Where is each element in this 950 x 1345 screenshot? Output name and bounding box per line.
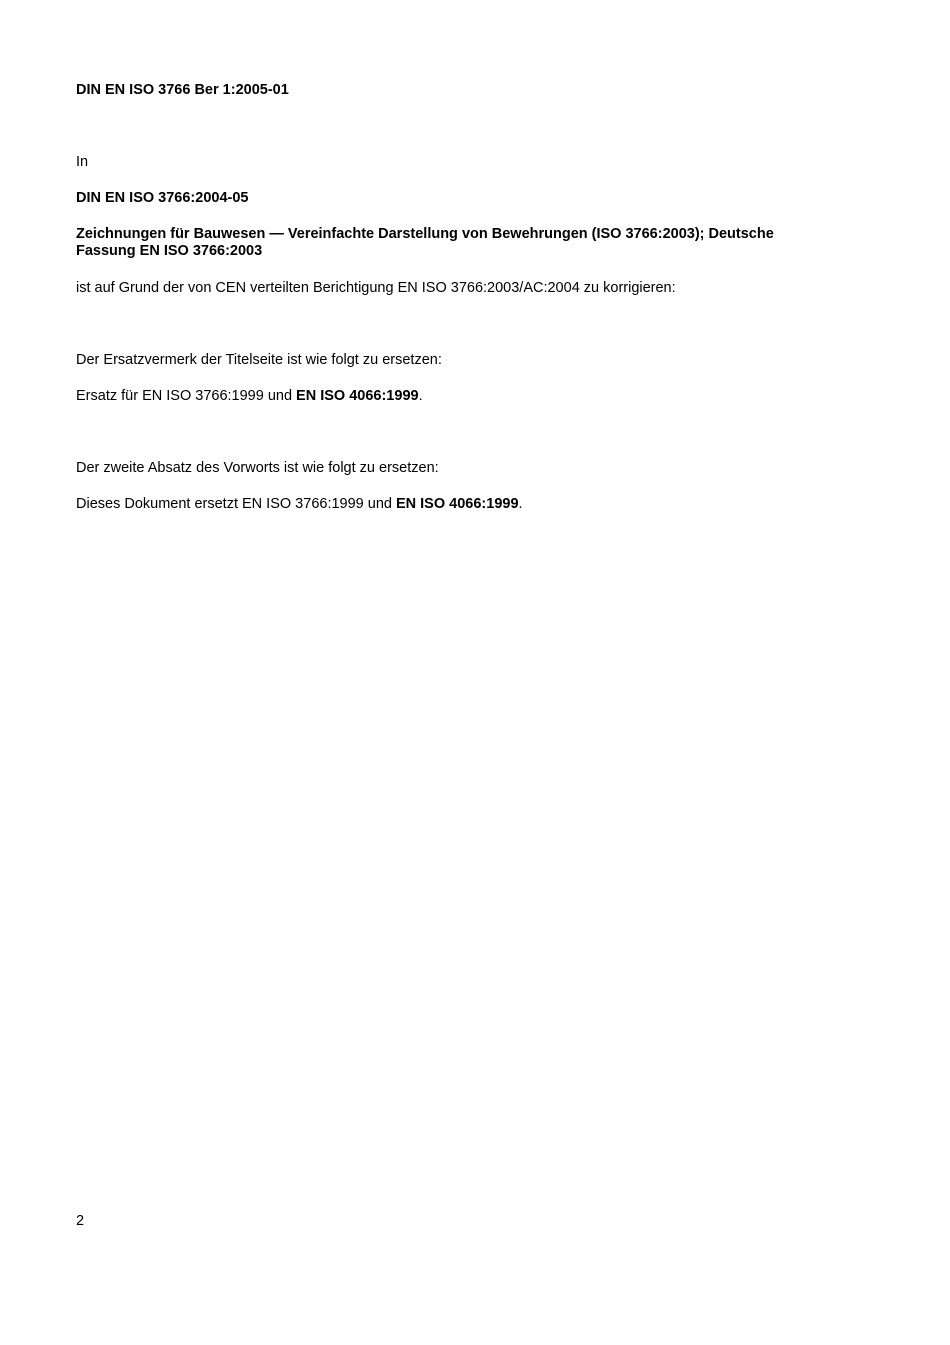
standard-reference: DIN EN ISO 3766:2004-05 — [76, 190, 249, 206]
correction-statement: ist auf Grund der von CEN verteilten Berichtigung EN ISO 3766:2003/AC:2004 zu korrigieren: — [76, 280, 676, 296]
section2-replacement-suffix: . — [518, 496, 523, 512]
standard-title-line-2: Fassung EN ISO 3766:2003 — [76, 243, 263, 259]
section2-replacement-prefix: Dieses Dokument ersetzt EN ISO 3766:1999 und — [76, 496, 396, 512]
section1-replacement-prefix: Ersatz für EN ISO 3766:1999 und — [76, 388, 297, 404]
section2-replacement-bold: EN ISO 4066:1999 — [395, 496, 519, 512]
section1-replacement-bold: EN ISO 4066:1999 — [296, 388, 419, 404]
section1-instruction: Der Ersatzvermerk der Titelseite ist wie folgt zu ersetzen: — [76, 352, 442, 368]
standard-title-line-1: Zeichnungen für Bauwesen — Vereinfachte Darstellung von Bewehrungen (ISO 3766:2003); Deutsche — [76, 226, 774, 242]
in-label: In — [76, 154, 89, 170]
standard-title — [76, 226, 836, 260]
section1-replacement-text — [76, 388, 423, 405]
document-id-heading: DIN EN ISO 3766 Ber 1:2005-01 — [76, 82, 289, 98]
page-number: 2 — [76, 1213, 85, 1229]
section1-replacement-suffix: . — [418, 388, 423, 404]
section2-instruction: Der zweite Absatz des Vorworts ist wie folgt zu ersetzen: — [76, 460, 439, 476]
section2-replacement-text — [76, 496, 523, 513]
